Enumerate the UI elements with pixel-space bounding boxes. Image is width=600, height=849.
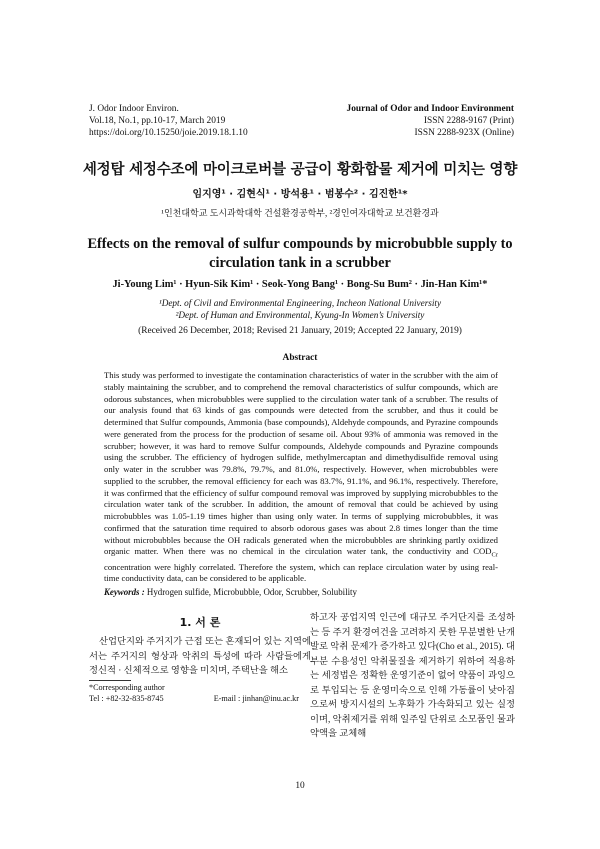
abstract-subscript: Cr bbox=[491, 551, 498, 559]
footnote-label: *Corresponding author bbox=[89, 683, 165, 692]
abstract-tail: concentration were highly correlated. Therefore the system, which can replace circulation water by using real-time conductivity data, can be considered to be applicable. bbox=[104, 561, 498, 584]
intro-right-column: 하고자 공업지역 인근에 대규모 주거단지를 조성하는 등 주거 환경여건을 고려하지 못한 무분별한 난개발로 악취 문제가 증가하고 있다(Cho et al., 2015). 대부분 수용성인 악취물질을 제거하기 위하여 적용하는 세정법은 정확한 운영기준이 없어 약품이 과잉으로 투입되는 등 운영미숙으로 인해 가동률이 낮아짐으로써 방지시설의 노후화가 가속화되고 있는 실정이며, 악취제거를 위해 일주일 단위로 소모품인 물과 약액을 교체해 bbox=[310, 613, 515, 739]
intro-left-column: 산업단지와 주거지가 근접 또는 혼재되어 있는 지역에서는 주거지의 형상과 악취의 특성에 따라 사람들에게 정신적 · 신체적으로 영향을 미치며, 주택난을 해소 bbox=[89, 637, 311, 676]
journal-header-left bbox=[89, 103, 248, 139]
english-title: Effects on the removal of sulfur compounds by microbubble supply to circulation tank in a scrubber bbox=[87, 236, 513, 271]
page-number: 10 bbox=[295, 781, 305, 791]
journal-title: Journal of Odor and Indoor Environment bbox=[346, 104, 514, 114]
english-affiliations bbox=[0, 297, 600, 321]
journal-abbrev: J. Odor Indoor Environ. bbox=[89, 104, 179, 114]
abstract-text bbox=[104, 370, 498, 585]
keywords-line bbox=[104, 587, 498, 597]
issn-print: ISSN 2288-9167 (Print) bbox=[423, 116, 514, 126]
received-dates: (Received 26 December, 2018; Revised 21 January, 2019; Accepted 22 January, 2019) bbox=[138, 326, 462, 336]
journal-header-right bbox=[347, 103, 515, 139]
affiliation-2: ²Dept. of Human and Environmental, Kyung-In Women’s University bbox=[175, 310, 425, 320]
korean-affiliations: ¹인천대학교 도시과학대학 건설환경공학부, ²경인여자대학교 보건환경과 bbox=[161, 208, 439, 218]
korean-title: 세정탑 세정수조에 마이크로버블 공급이 황화합물 제거에 미치는 영향 bbox=[82, 162, 518, 178]
issn-online: ISSN 2288-923X (Online) bbox=[414, 128, 514, 138]
keywords-list: Hydrogen sulfide, Microbubble, Odor, Scrubber, Solubility bbox=[144, 587, 357, 597]
doi-link[interactable]: https://doi.org/10.15250/joie.2019.18.1.10 bbox=[89, 128, 248, 138]
english-authors: Ji-Young Lim¹ · Hyun-Sik Kim¹ · Seok-Yong Bang¹ · Bong-Su Bum² · Jin-Han Kim¹* bbox=[112, 279, 488, 290]
footnote-tel: Tel : +82-32-835-8745 bbox=[89, 694, 164, 703]
affiliation-1: ¹Dept. of Civil and Environmental Engineering, Incheon National University bbox=[158, 298, 442, 308]
footnote-email[interactable]: E-mail : jinhan@inu.ac.kr bbox=[213, 694, 299, 703]
abstract-main: This study was performed to investigate the contamination characteristics of water in the scrubber with the aim of stably maintaining the scrubber, and to comprehend the removal characteristics of sulfur compounds, which are odorous substances, when microbubbles were supplied to the circulation water tank of a scrubber. The results of our analysis found that 63 kinds of gas compounds were detected from the scrubber, and thus it could be determined that Sulfur compounds, Ammonia (base compounds), Aldehyde compounds, and Pyrazine compounds were generated from the process for the production of sesame oil. About 93% of ammonia was removed in the scrubber; however, it was hard to remove Sulfur compounds, Aldehyde compounds and Pyrazine compounds using the scrubber. The efficiency of hydrogen sulfide, methylmercaptan and dimethydisulfide removal using only water in the scrubber was 79.8%, 79.7%, and 81.0%, respectively. However, when microbubbles were supplied to the scrubber, the removal efficiency for each was 83.7%, 91.1%, and 96.1%, respectively. Therefore, it was confirmed that the efficiency of sulfur compound removal was improved by supplying microbubbles to the circulation water tank of the scrubber. In addition, the amount of removal that could be achieved by using microbubbles was 1.05-1.19 times higher than using only water. In terms of supplying microbubbles, it was confirmed that the saturation time required to absorb odorous gases was about 2.8 times longer than the time without microbubbles because the OH radicals generated when the microbubbles are shrinking partly oxidized organic matter. When there was no chemical in the circulation water tank, the conductivity and COD bbox=[104, 370, 498, 557]
volume-info: Vol.18, No.1, pp.10-17, March 2019 bbox=[89, 116, 226, 126]
footnote-divider bbox=[89, 680, 131, 681]
korean-authors: 임지영¹ · 김현식¹ · 방석용¹ · 범봉수² · 김진한¹* bbox=[192, 189, 408, 200]
section-heading-introduction: 1. 서 론 bbox=[179, 616, 221, 629]
corresponding-author-footnote bbox=[89, 682, 299, 704]
abstract-heading: Abstract bbox=[282, 353, 318, 363]
keywords-label: Keywords : bbox=[104, 587, 145, 597]
